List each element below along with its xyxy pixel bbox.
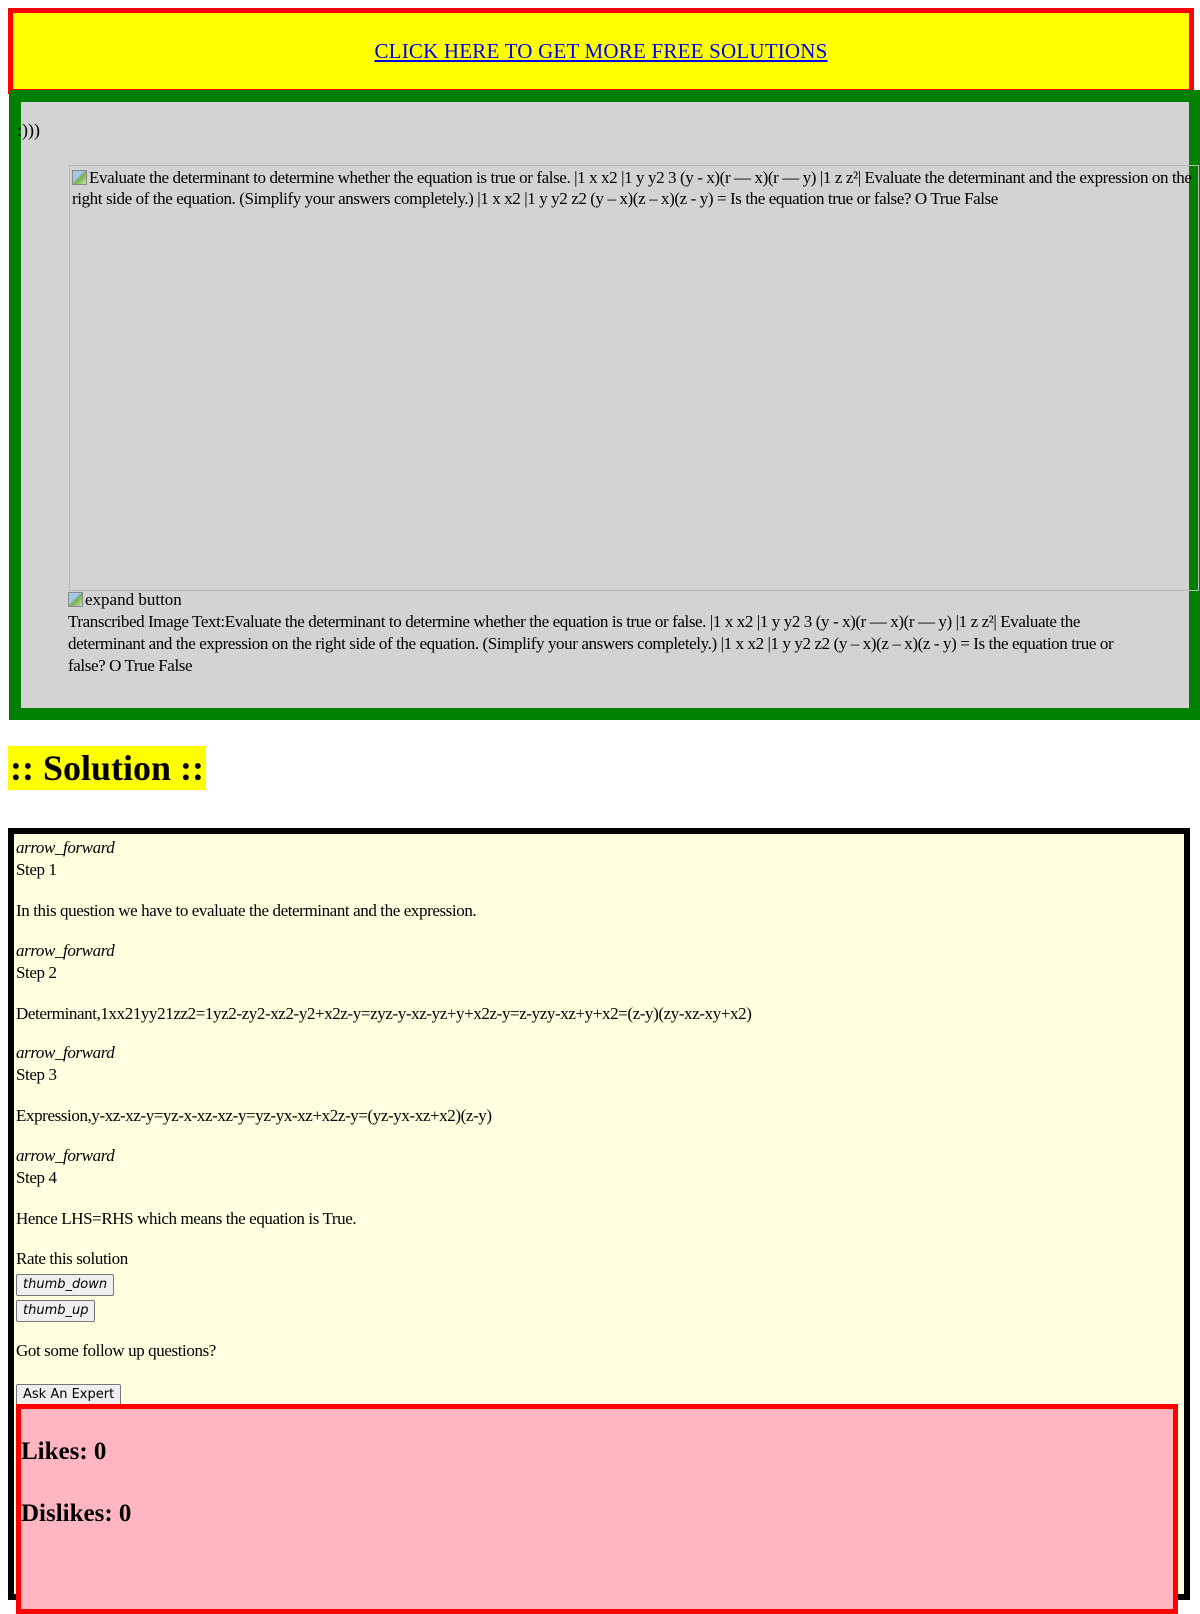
transcribed-image-text: Transcribed Image Text:Evaluate the determinant to determine whether the equation is true or false. |1 x x2 |1 y y2 3 (y - x)(r — x)(r — y) |1 z z²| Evaluate the determinant and the expression on the right side of the equation. (Simplify your answers completely.) |1 x x2 |1 y y2 z2 (y – x)(z – x)(z - y) = Is the equation true or false? O True False	[68, 612, 1114, 675]
smiley-text: :)))	[17, 120, 40, 140]
solution-heading: :: Solution ::	[10, 748, 205, 788]
question-image	[69, 165, 1199, 591]
thumb-down-button[interactable]	[16, 1274, 114, 1296]
thumb-up-icon: thumb_up	[23, 1303, 89, 1318]
top-banner	[8, 8, 1194, 94]
thumb-up-button[interactable]	[16, 1300, 95, 1322]
solution-panel	[8, 828, 1190, 1600]
rate-label: Rate this solution	[16, 1249, 128, 1268]
dislikes-count: Dislikes: 0	[21, 1500, 132, 1527]
ask-expert-button[interactable]: Ask An Expert	[16, 1384, 121, 1406]
arrow-forward-icon: arrow_forward	[16, 1146, 115, 1165]
step-text: Hence LHS=RHS which means the equation is True.	[16, 1209, 357, 1228]
broken-image-icon	[68, 592, 83, 607]
step-text: Expression,y-xz-xz-y=yz-x-xz-xz-y=yz-yx-xz+x2z-y=(yz-yx-xz+x2)(z-y)	[16, 1106, 492, 1125]
step-title: Step 1	[16, 860, 57, 879]
question-image-alt: Evaluate the determinant to determine whether the equation is true or false. |1 x x2 |1 y y2 3 (y - x)(r — x)(r — y) |1 z z²| Evaluate the determinant and the expression on the right side of the equation. (Simplify your answers completely.) |1 x x2 |1 y y2 z2 (y – x)(z – x)(z - y) = Is the equation true or false? O True False	[72, 168, 1192, 208]
step-title: Step 3	[16, 1065, 57, 1084]
followup-label: Got some follow up questions?	[16, 1341, 216, 1360]
step-text: In this question we have to evaluate the determinant and the expression.	[16, 901, 477, 920]
expand-button-alt: expand button	[85, 590, 182, 609]
expand-button[interactable]	[68, 590, 182, 610]
arrow-forward-icon: arrow_forward	[16, 941, 115, 960]
thumb-down-icon: thumb_down	[23, 1277, 108, 1292]
arrow-forward-icon: arrow_forward	[16, 838, 115, 857]
step-title: Step 4	[16, 1168, 57, 1187]
arrow-forward-icon: arrow_forward	[16, 1043, 115, 1062]
broken-image-icon	[72, 170, 87, 185]
more-solutions-link[interactable]: CLICK HERE TO GET MORE FREE SOLUTIONS	[374, 38, 828, 63]
step-text: Determinant,1xx21yy21zz2=1yz2-zy2-xz2-y2+x2z-y=zyz-y-xz-yz+y+x2z-y=z-yzy-xz+y+x2=(z-y)(zy-xz-xy+x2)	[16, 1004, 752, 1023]
question-panel	[9, 90, 1200, 720]
stats-box	[16, 1404, 1178, 1614]
step-title: Step 2	[16, 963, 57, 982]
likes-count: Likes: 0	[21, 1438, 107, 1465]
